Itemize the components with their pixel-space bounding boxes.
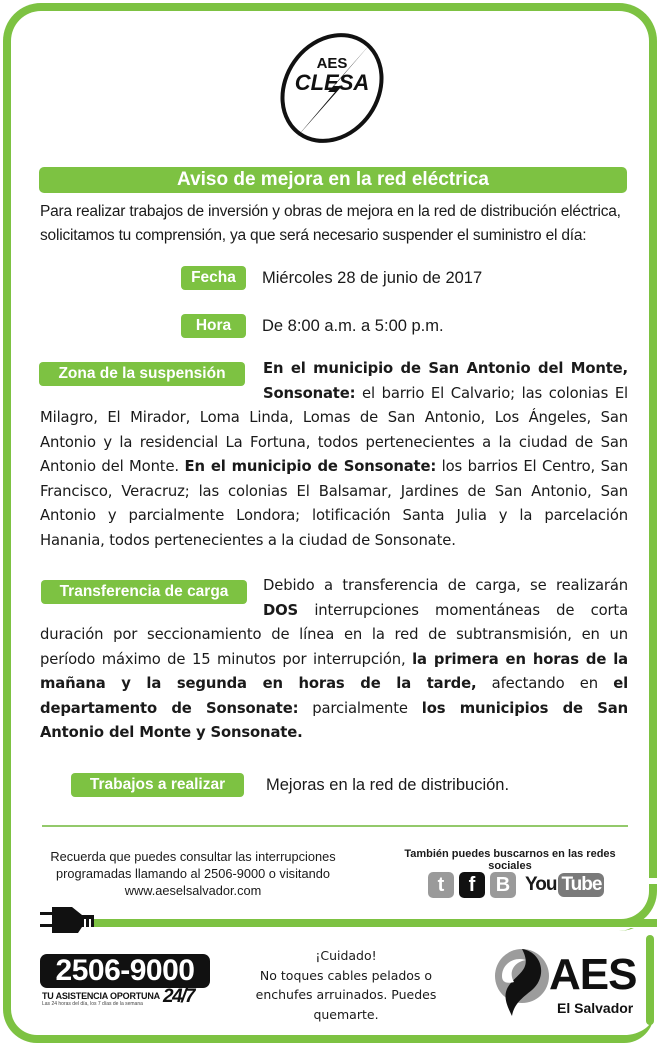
time-label: Hora	[181, 314, 246, 338]
svg-text:CLESA: CLESA	[294, 70, 370, 95]
intro-text: Para realizar trabajos de inversión y obras de mejora en la red de distribución eléctrica, solicitamos tu comprensión, ya que será necesario suspender el suministro el día:	[40, 203, 621, 244]
transfer-bold-2: la primera en horas de la mañana y la segunda en horas de la tarde,	[40, 650, 628, 692]
work-label: Trabajos a realizar	[71, 773, 244, 797]
zone-text-2: los barrios El Centro, San Francisco, Veracruz; las colonias El Balsamar, Jardines de San Antonio, San Antonio y parcialmente Londora; lotificación Santa Julia y la parcelación Hanania, todos pertenecientes a la ciudad de Sonsonate.	[40, 458, 628, 549]
phone-247: 24/7	[163, 986, 194, 1007]
transfer-text-2: interrupciones momentáneas de corta duración por seccionamiento de línea en la red de subtransmisión, en un período máximo de 15 minutos por interrupción,	[40, 601, 628, 668]
plug-icon	[38, 905, 98, 935]
recall-line-1: Recuerda que puedes consultar las interrupciones	[50, 849, 336, 864]
zone-bold-1: En el municipio de San Antonio del Monte, Sonsonate:	[263, 360, 628, 402]
blogger-icon[interactable]: B	[490, 872, 516, 898]
transfer-bold-4: los municipios de San Antonio del Monte y Sonsonate.	[40, 699, 628, 741]
svg-text:AES: AES	[316, 55, 348, 72]
twitter-icon[interactable]: t	[428, 872, 454, 898]
date-value: Miércoles 28 de junio de 2017	[262, 269, 483, 287]
transfer-text-3: afectando en	[476, 675, 614, 692]
zone-label: Zona de la suspensión	[39, 362, 245, 386]
transfer-bold-1: DOS	[263, 601, 299, 619]
phone-tagline: TU ASISTENCIA OPORTUNA	[42, 991, 160, 1001]
recall-text	[40, 848, 346, 899]
transfer-bold-3: el departamento de Sonsonate:	[40, 675, 628, 717]
aes-wordmark: AES	[549, 950, 637, 999]
work-value: Mejoras en la red de distribución.	[266, 776, 510, 794]
zone-bold-2: En el municipio de Sonsonate:	[184, 458, 437, 475]
time-value: De 8:00 a.m. a 5:00 p.m.	[262, 317, 444, 335]
aes-clesa-logo	[272, 28, 392, 148]
transfer-text-4: parcialmente	[298, 699, 422, 717]
date-label: Fecha	[181, 266, 246, 290]
youtube-icon[interactable]	[525, 873, 604, 897]
transfer-text-1: Debido a transferencia de carga, se realizarán	[263, 577, 628, 594]
transfer-label: Transferencia de carga	[41, 580, 247, 604]
zone-text	[40, 357, 628, 553]
aes-subtitle: El Salvador	[557, 1000, 634, 1016]
social-links	[428, 871, 604, 899]
warning-body: No toques cables pelados o enchufes arruinados. Puedes quemarte.	[255, 967, 437, 1022]
phone-tagline-small: Las 24 horas del día, los 7 días de la semana	[42, 1001, 143, 1007]
recall-line-2: programadas llamando al 2506-9000 o visitando	[56, 866, 330, 881]
social-label: También puedes buscarnos en las redes sociales	[404, 848, 616, 872]
safety-warning	[240, 946, 452, 1024]
youtube-tube: Tube	[558, 873, 604, 897]
bottom-panel-right-edge	[646, 935, 654, 1025]
youtube-you: You	[525, 874, 557, 895]
warning-title: ¡Cuidado!	[315, 948, 377, 963]
zone-text-1: el barrio El Calvario; las colonias El Milagro, El Mirador, Loma Linda, Lomas de San Antonio, Los Ángeles, San Antonio y la residencial La Fortuna, todos pertenecientes a la ciudad de San Antonio del Monte.	[40, 384, 628, 475]
notice-title: Aviso de mejora en la red eléctrica	[39, 167, 627, 193]
facebook-icon[interactable]: f	[459, 872, 485, 898]
website-link[interactable]: www.aeselsalvador.com	[124, 883, 262, 898]
divider	[42, 825, 628, 827]
transfer-text	[40, 574, 628, 746]
phone-number: 2506-9000	[40, 954, 210, 988]
